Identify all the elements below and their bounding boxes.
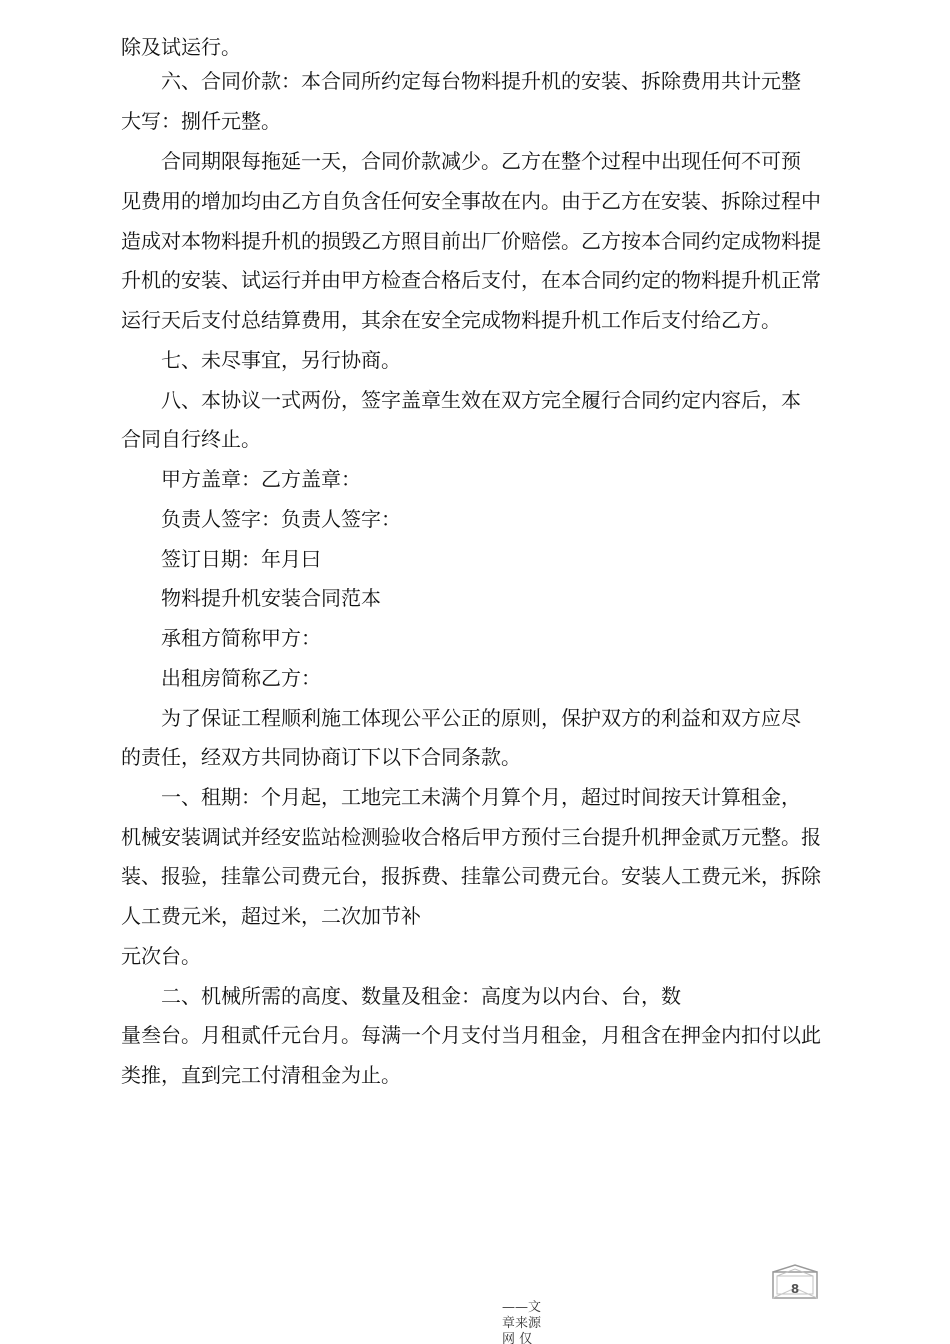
text-line: 合同期限每拖延一天，合同价款减少。乙方在整个过程中出现任何不可预 [161,149,801,173]
text-line: 人工费元米，超过米，二次加节补 [121,904,421,928]
text-line: 八、本协议一式两份，签字盖章生效在双方完全履行合同约定内容后，本 [161,388,801,412]
text-line: 类推，直到完工付清租金为止。 [121,1063,401,1087]
signing-date-line: 签订日期：年月曰 [161,547,321,571]
signature-seal-line: 甲方盖章：乙方盖章： [161,467,361,491]
text-line: 装、报验，挂靠公司费元台，报拆费、挂靠公司费元台。安装人工费元米，拆除 [121,864,821,888]
text-line: 运行天后支付总结算费用，其余在安全完成物料提升机工作后支付给乙方。 [121,308,781,332]
text-line: 元次台。 [121,944,201,968]
text-line: 六、合同价款：本合同所约定每台物料提升机的安装、拆除费用共计元整 [161,69,801,93]
section-title: 物料提升机安装合同范本 [161,586,381,610]
text-line: 除及试运行。 [121,35,241,59]
text-line: 大写：捌仟元整。 [121,109,281,133]
page-number: 8 [790,1282,800,1296]
text-line: 量叁台。月租贰仟元台月。每满一个月支付当月租金，月租含在押金内扣付以此 [121,1023,821,1047]
text-line: 为了保证工程顺利施工体现公平公正的原则，保护双方的利益和双方应尽 [161,706,801,730]
text-line: 一、租期：个月起，工地完工未满个月算个月，超过时间按天计算租金， [161,785,801,809]
party-a-line: 承租方简称甲方： [161,626,321,650]
text-line: 合同自行终止。 [121,427,261,451]
text-line: 见费用的增加均由乙方自负含任何安全事故在内。由于乙方在安装、拆除过程中 [121,189,821,213]
text-line: 的责任，经双方共同协商订下以下合同条款。 [121,745,521,769]
text-line: 升机的安装、试运行并由甲方检查合格后支付，在本合同约定的物料提升机正常 [121,268,821,292]
party-b-line: 出租房简称乙方： [161,666,321,690]
source-note: ——文章来源网 仅 [502,1300,542,1344]
signature-line: 负责人签字：负责人签字： [161,507,401,531]
text-line: 机械安装调试并经安监站检测验收合格后甲方预付三台提升机押金贰万元整。报 [121,825,821,849]
text-line: 造成对本物料提升机的损毁乙方照目前出厂价赔偿。乙方按本合同约定成物料提 [121,229,821,253]
text-line: 二、机械所需的高度、数量及租金：高度为以内台、台，数 [161,984,681,1008]
page-number-badge [772,1264,818,1300]
text-line: 七、未尽事宜，另行协商。 [161,348,401,372]
